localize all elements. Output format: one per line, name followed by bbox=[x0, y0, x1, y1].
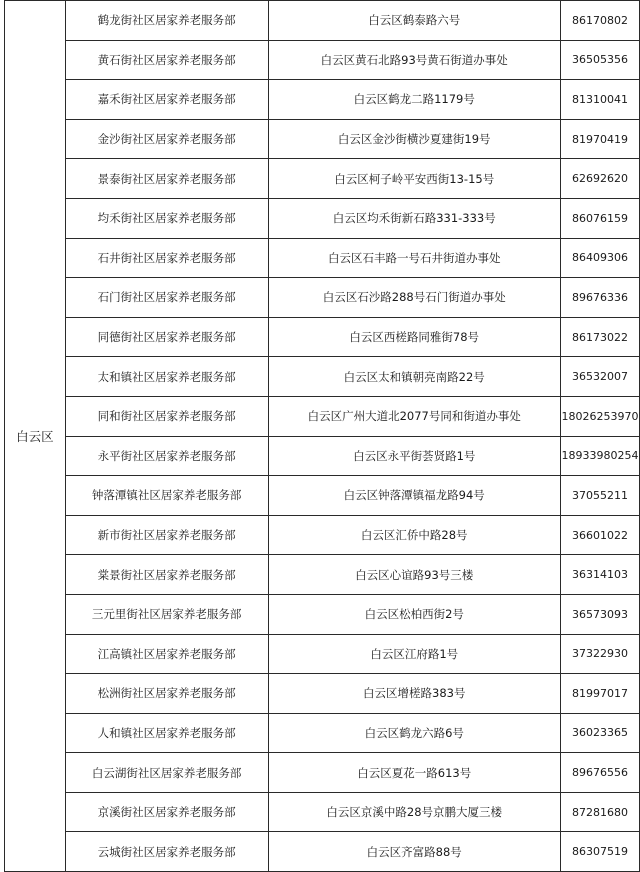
phone-cell: 89676336 bbox=[560, 278, 639, 318]
table-row bbox=[5, 594, 640, 634]
table-row bbox=[5, 436, 640, 476]
phone-cell: 81970419 bbox=[560, 119, 639, 159]
phone-cell: 87281680 bbox=[560, 792, 639, 832]
address-cell: 白云区柯子岭平安西街13-15号 bbox=[268, 159, 560, 199]
table-row bbox=[5, 634, 640, 674]
table-row bbox=[5, 317, 640, 357]
address-cell: 白云区京溪中路28号京鹏大厦三楼 bbox=[268, 792, 560, 832]
phone-cell: 89676556 bbox=[560, 753, 639, 793]
phone-cell: 36573093 bbox=[560, 594, 639, 634]
table-row bbox=[5, 80, 640, 120]
service-name-cell: 永平街社区居家养老服务部 bbox=[65, 436, 268, 476]
service-name-cell: 白云湖街社区居家养老服务部 bbox=[65, 753, 268, 793]
address-cell: 白云区石丰路一号石井街道办事处 bbox=[268, 238, 560, 278]
address-cell: 白云区心谊路93号三楼 bbox=[268, 555, 560, 595]
service-name-cell: 京溪街社区居家养老服务部 bbox=[65, 792, 268, 832]
address-cell: 白云区江府路1号 bbox=[268, 634, 560, 674]
service-name-cell: 松洲街社区居家养老服务部 bbox=[65, 674, 268, 714]
phone-cell: 36601022 bbox=[560, 515, 639, 555]
table-row bbox=[5, 515, 640, 555]
service-name-cell: 钟落潭镇社区居家养老服务部 bbox=[65, 476, 268, 516]
service-name-cell: 鹤龙街社区居家养老服务部 bbox=[65, 1, 268, 41]
address-cell: 白云区齐富路88号 bbox=[268, 832, 560, 872]
address-cell: 白云区黄石北路93号黄石街道办事处 bbox=[268, 40, 560, 80]
table-row bbox=[5, 753, 640, 793]
table-row bbox=[5, 238, 640, 278]
address-cell: 白云区太和镇朝亮南路22号 bbox=[268, 357, 560, 397]
service-name-cell: 金沙街社区居家养老服务部 bbox=[65, 119, 268, 159]
table-row bbox=[5, 40, 640, 80]
service-name-cell: 黄石街社区居家养老服务部 bbox=[65, 40, 268, 80]
address-cell: 白云区钟落潭镇福龙路94号 bbox=[268, 476, 560, 516]
table-row bbox=[5, 159, 640, 199]
service-name-cell: 均禾街社区居家养老服务部 bbox=[65, 198, 268, 238]
phone-cell: 81997017 bbox=[560, 674, 639, 714]
table-row bbox=[5, 476, 640, 516]
address-cell: 白云区均禾街新石路331-333号 bbox=[268, 198, 560, 238]
address-cell: 白云区鹤龙六路6号 bbox=[268, 713, 560, 753]
table-row bbox=[5, 555, 640, 595]
service-name-cell: 棠景街社区居家养老服务部 bbox=[65, 555, 268, 595]
table-row bbox=[5, 792, 640, 832]
district-cell: 白云区 bbox=[5, 1, 66, 872]
address-cell: 白云区鹤龙二路1179号 bbox=[268, 80, 560, 120]
phone-cell: 36023365 bbox=[560, 713, 639, 753]
address-cell: 白云区鹤泰路六号 bbox=[268, 1, 560, 41]
table-row bbox=[5, 832, 640, 872]
address-cell: 白云区西槎路同雅街78号 bbox=[268, 317, 560, 357]
service-name-cell: 同和街社区居家养老服务部 bbox=[65, 396, 268, 436]
address-cell: 白云区金沙街横沙夏建街19号 bbox=[268, 119, 560, 159]
service-name-cell: 江高镇社区居家养老服务部 bbox=[65, 634, 268, 674]
table-row bbox=[5, 1, 640, 41]
table-row bbox=[5, 713, 640, 753]
service-name-cell: 新市街社区居家养老服务部 bbox=[65, 515, 268, 555]
address-cell: 白云区汇侨中路28号 bbox=[268, 515, 560, 555]
service-name-cell: 太和镇社区居家养老服务部 bbox=[65, 357, 268, 397]
address-cell: 白云区夏花一路613号 bbox=[268, 753, 560, 793]
service-name-cell: 人和镇社区居家养老服务部 bbox=[65, 713, 268, 753]
address-cell: 白云区广州大道北2077号同和街道办事处 bbox=[268, 396, 560, 436]
phone-cell: 18026253970 bbox=[560, 396, 639, 436]
address-cell: 白云区增槎路383号 bbox=[268, 674, 560, 714]
phone-cell: 86409306 bbox=[560, 238, 639, 278]
phone-cell: 36532007 bbox=[560, 357, 639, 397]
phone-cell: 37322930 bbox=[560, 634, 639, 674]
phone-cell: 18933980254 bbox=[560, 436, 639, 476]
table-row bbox=[5, 198, 640, 238]
phone-cell: 62692620 bbox=[560, 159, 639, 199]
service-name-cell: 石井街社区居家养老服务部 bbox=[65, 238, 268, 278]
service-name-cell: 云城街社区居家养老服务部 bbox=[65, 832, 268, 872]
address-cell: 白云区石沙路288号石门街道办事处 bbox=[268, 278, 560, 318]
phone-cell: 86307519 bbox=[560, 832, 639, 872]
phone-cell: 86170802 bbox=[560, 1, 639, 41]
service-name-cell: 石门街社区居家养老服务部 bbox=[65, 278, 268, 318]
phone-cell: 81310041 bbox=[560, 80, 639, 120]
phone-cell: 37055211 bbox=[560, 476, 639, 516]
service-name-cell: 景泰街社区居家养老服务部 bbox=[65, 159, 268, 199]
service-directory-table bbox=[4, 0, 640, 872]
service-name-cell: 同德街社区居家养老服务部 bbox=[65, 317, 268, 357]
phone-cell: 36314103 bbox=[560, 555, 639, 595]
table-row bbox=[5, 357, 640, 397]
service-name-cell: 三元里街社区居家养老服务部 bbox=[65, 594, 268, 634]
service-name-cell: 嘉禾街社区居家养老服务部 bbox=[65, 80, 268, 120]
table-row bbox=[5, 278, 640, 318]
phone-cell: 86076159 bbox=[560, 198, 639, 238]
table-body bbox=[5, 1, 640, 872]
table-row bbox=[5, 674, 640, 714]
phone-cell: 36505356 bbox=[560, 40, 639, 80]
table-row bbox=[5, 119, 640, 159]
address-cell: 白云区松柏西街2号 bbox=[268, 594, 560, 634]
address-cell: 白云区永平街荟贤路1号 bbox=[268, 436, 560, 476]
table-row bbox=[5, 396, 640, 436]
phone-cell: 86173022 bbox=[560, 317, 639, 357]
